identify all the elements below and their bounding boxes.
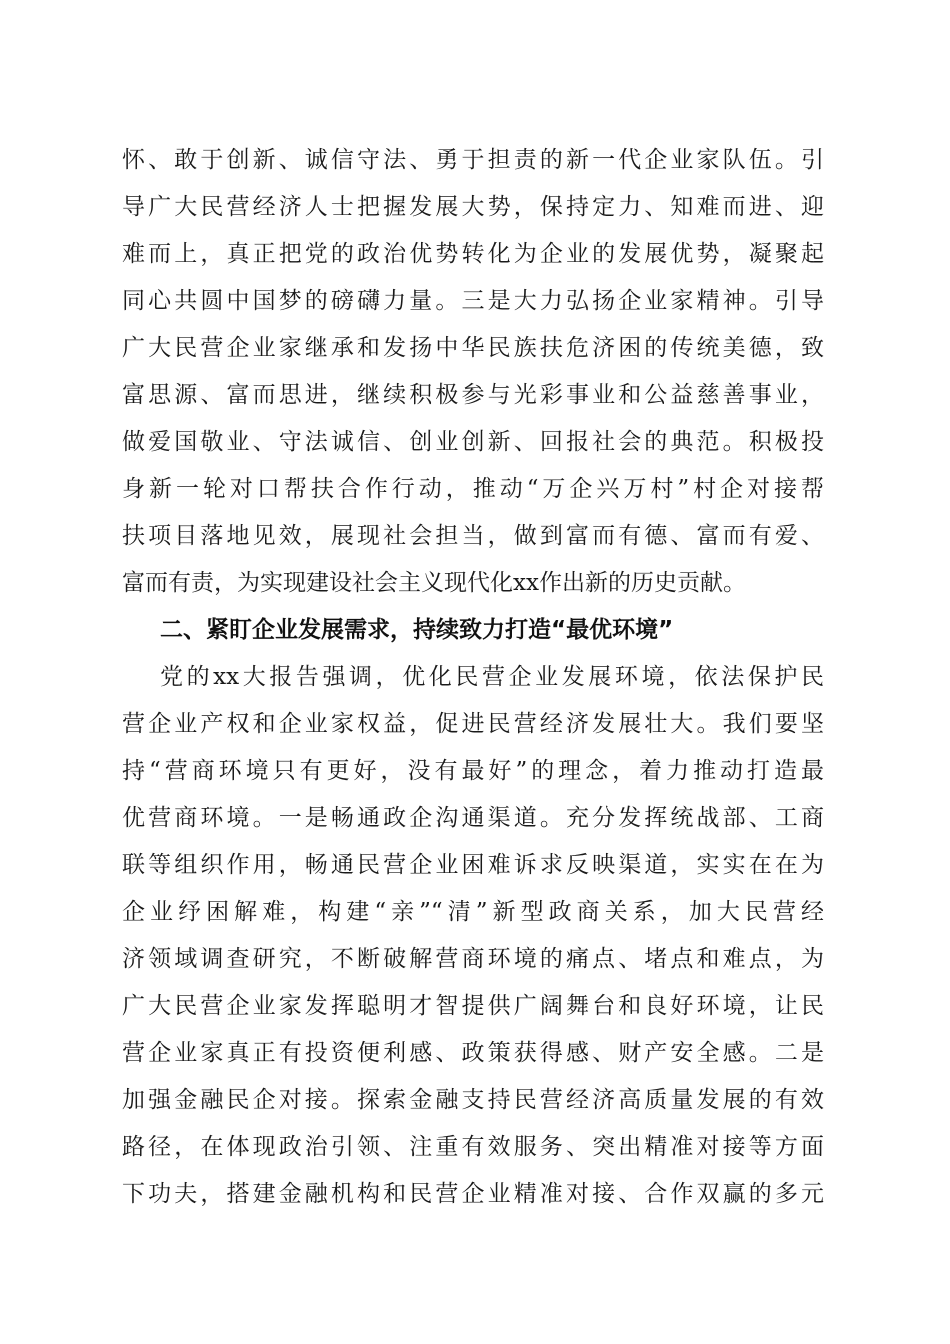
text-line: 怀、敢于创新、诚信守法、勇于担责的新一代企业家队伍。引 bbox=[122, 147, 824, 173]
text-line: 身新一轮对口帮扶合作行动，推动“万企兴万村”村企对接帮 bbox=[122, 476, 824, 502]
text-line: 富而有责，为实现建设社会主义现代化xx作出新的历史贡献。 bbox=[122, 570, 746, 596]
text-line: 导广大民营经济人士把握发展大势，保持定力、知难而进、迎 bbox=[122, 194, 824, 220]
text-line: 营企业家真正有投资便利感、政策获得感、财产安全感。二是 bbox=[122, 1040, 824, 1066]
text-line: 难而上，真正把党的政治优势转化为企业的发展优势，凝聚起 bbox=[122, 241, 824, 267]
text-line: 加强金融民企对接。探索金融支持民营经济高质量发展的有效 bbox=[122, 1087, 824, 1113]
text-line: 党的xx大报告强调，优化民营企业发展环境，依法保护民 bbox=[160, 664, 824, 690]
text-line: 扶项目落地见效，展现社会担当，做到富而有德、富而有爱、 bbox=[122, 523, 824, 549]
text-line: 持“营商环境只有更好，没有最好”的理念，着力推动打造最 bbox=[122, 758, 824, 784]
text-line: 富思源、富而思进，继续积极参与光彩事业和公益慈善事业， bbox=[122, 382, 824, 408]
text-line: 同心共圆中国梦的磅礴力量。三是大力弘扬企业家精神。引导 bbox=[122, 288, 824, 314]
text-line: 济领域调查研究，不断破解营商环境的痛点、堵点和难点，为 bbox=[122, 946, 824, 972]
text-line: 营企业产权和企业家权益，促进民营经济发展壮大。我们要坚 bbox=[122, 711, 824, 737]
section-heading: 二、紧盯企业发展需求，持续致力打造“最优环境” bbox=[160, 617, 674, 643]
text-line: 广大民营企业家发挥聪明才智提供广阔舞台和良好环境，让民 bbox=[122, 993, 824, 1019]
text-line: 路径，在体现政治引领、注重有效服务、突出精准对接等方面 bbox=[122, 1134, 824, 1160]
text-line: 优营商环境。一是畅通政企沟通渠道。充分发挥统战部、工商 bbox=[122, 805, 824, 831]
text-line: 下功夫，搭建金融机构和民营企业精准对接、合作双赢的多元 bbox=[122, 1181, 824, 1207]
text-line: 联等组织作用，畅通民营企业困难诉求反映渠道，实实在在为 bbox=[122, 852, 824, 878]
text-line: 广大民营企业家继承和发扬中华民族扶危济困的传统美德，致 bbox=[122, 335, 824, 361]
text-line: 企业纾困解难，构建“亲”“清”新型政商关系，加大民营经 bbox=[122, 899, 824, 925]
text-line: 做爱国敬业、守法诚信、创业创新、回报社会的典范。积极投 bbox=[122, 429, 824, 455]
